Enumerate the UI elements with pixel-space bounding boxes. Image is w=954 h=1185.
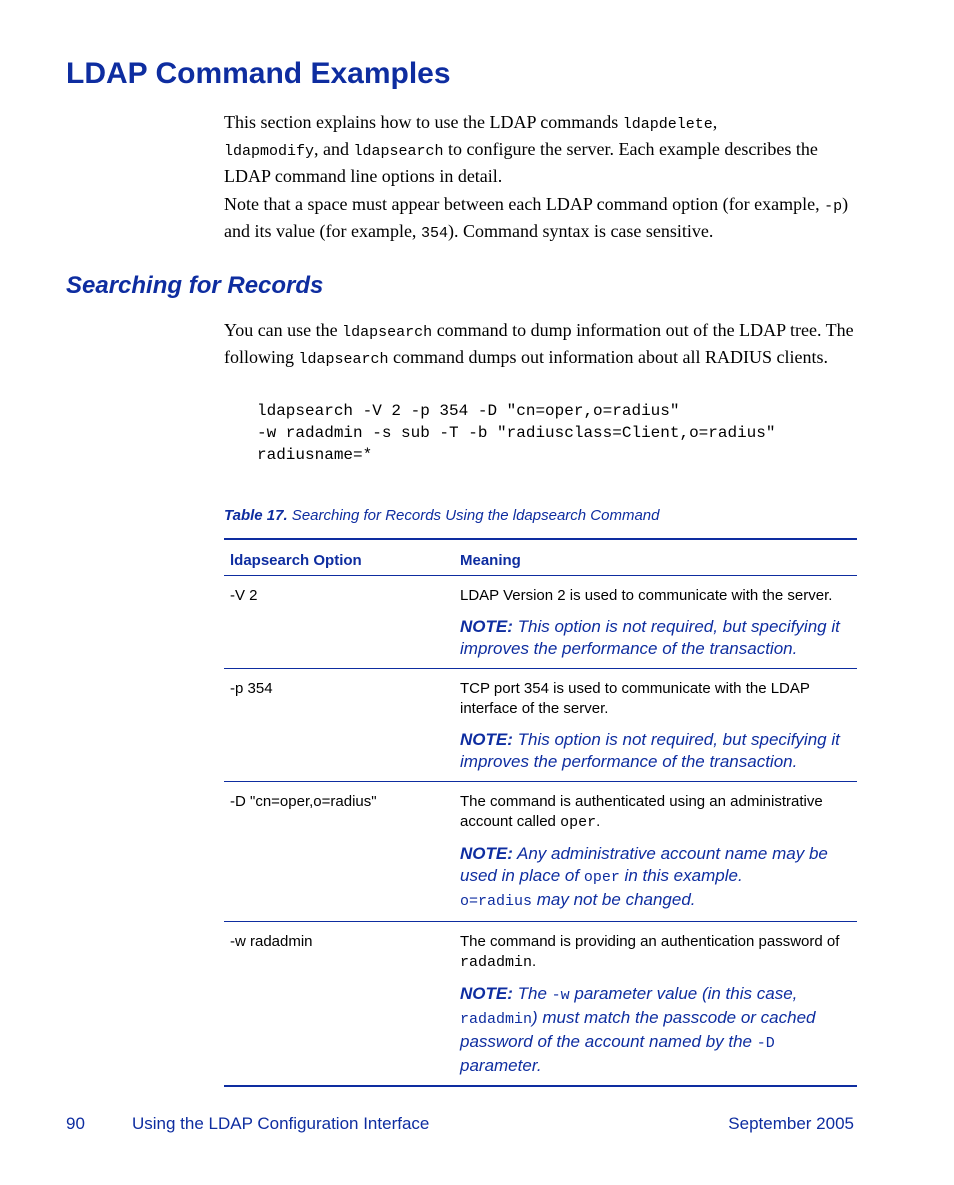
intro-paragraph-1: This section explains how to use the LDAP commands ldapdelete, ldapmodify, and ldapsearch to configure the server. Each example describes the LDAP command line options in detail. xyxy=(224,112,818,186)
option-example: -p xyxy=(824,198,843,215)
ldapmodify-command: ldapmodify xyxy=(224,143,315,160)
column-header-option: ldapsearch Option xyxy=(224,539,454,576)
column-header-meaning: Meaning xyxy=(454,539,857,576)
page-number: 90 xyxy=(66,1114,85,1133)
ldapsearch-command: ldapsearch xyxy=(353,143,444,160)
note-text: NOTE: This option is not required, but specifying it improves the performance of the transaction. xyxy=(460,730,840,771)
meaning-cell: The command is authenticated using an administrative account called oper. NOTE: Any administrative account name may be used in place of oper in this example. o=radius may not be changed. xyxy=(454,782,857,922)
table-caption: Table 17. Searching for Records Using the ldapsearch Command xyxy=(224,507,660,524)
option-cell: -V 2 xyxy=(224,576,454,669)
code-example xyxy=(257,400,775,466)
option-cell: -p 354 xyxy=(224,669,454,782)
code-line: -w radadmin -s sub -T -b "radiusclass=Client,o=radius" xyxy=(257,424,776,442)
note-text: NOTE: This option is not required, but specifying it improves the performance of the transaction. xyxy=(460,617,840,658)
meaning-cell: The command is providing an authentication password of radadmin. NOTE: The -w parameter value (in this case, radadmin) must match the passcode or cached password of the account named by the -D parameter. xyxy=(454,922,857,1087)
options-table xyxy=(224,538,857,1087)
table-row xyxy=(224,922,857,1087)
option-cell: -D "cn=oper,o=radius" xyxy=(224,782,454,922)
note-text: NOTE: Any administrative account name may be used in place of oper in this example. o=radius may not be changed. xyxy=(460,844,828,910)
table-row xyxy=(224,576,857,669)
section-title: Searching for Records xyxy=(66,272,324,299)
value-example: 354 xyxy=(420,225,448,242)
meaning-cell: TCP port 354 is used to communicate with the LDAP interface of the server. NOTE: This option is not required, but specifying it improves the performance of the transaction. xyxy=(454,669,857,782)
code-line: radiusname=* xyxy=(257,446,373,464)
code-line: ldapsearch -V 2 -p 354 -D "cn=oper,o=radius" xyxy=(257,402,680,420)
page-title: LDAP Command Examples xyxy=(66,57,451,90)
meaning-cell: LDAP Version 2 is used to communicate with the server. NOTE: This option is not required, but specifying it improves the performance of the transaction. xyxy=(454,576,857,669)
ldapdelete-command: ldapdelete xyxy=(622,116,713,133)
publication-date: September 2005 xyxy=(728,1114,854,1133)
option-cell: -w radadmin xyxy=(224,922,454,1087)
table-header-row xyxy=(224,539,857,576)
note-text: NOTE: The -w parameter value (in this case, radadmin) must match the passcode or cached password of the account named by the -D parameter. xyxy=(460,984,816,1075)
table-row xyxy=(224,669,857,782)
table-row xyxy=(224,782,857,922)
intro-paragraph-2: Note that a space must appear between each LDAP command option (for example, -p) and its value (for example, 354). Command syntax is case sensitive. xyxy=(224,194,849,242)
section-paragraph: You can use the ldapsearch command to dump information out of the LDAP tree. The following ldapsearch command dumps out information about all RADIUS clients. xyxy=(224,320,854,368)
chapter-title: Using the LDAP Configuration Interface xyxy=(132,1114,430,1133)
